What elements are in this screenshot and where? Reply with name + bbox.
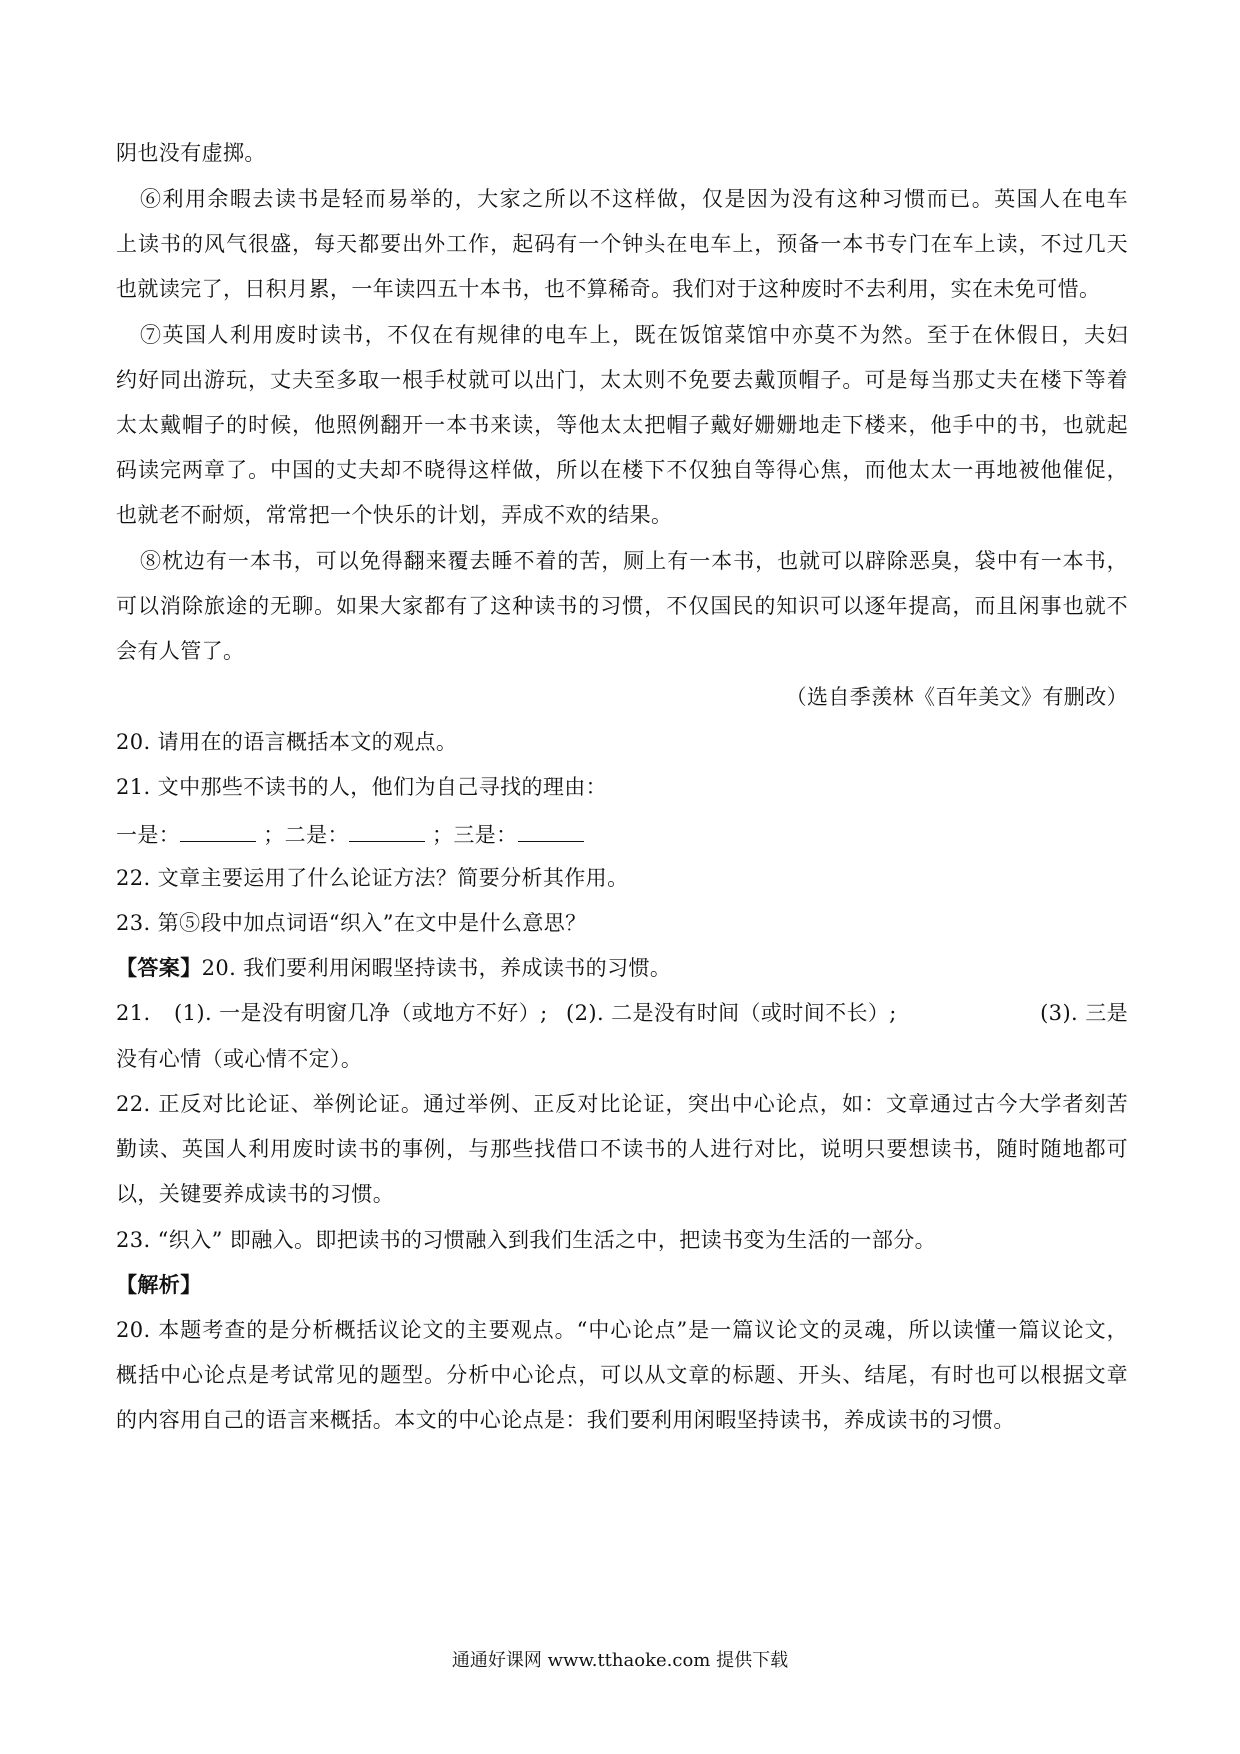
answer-blank[interactable]: [180, 817, 256, 842]
passage-p7-line: 太太戴帽子的时候，他照例翻开一本书来读，等他太太把帽子戴好姗姗地走下楼来，他手中的书，也就起: [116, 413, 1128, 437]
passage-p7-line: 码读完两章了。中国的丈夫却不晓得这样做，所以在楼下不仅独自等得心焦，而他太太一再地被他催促，: [116, 458, 1128, 482]
passage-p6-line: 也就读完了，日积月累，一年读四五十本书，也不算稀奇。我们对于这种废时不去利用，实在未免可惜。: [116, 277, 1101, 301]
question-21: 21. 文中那些不读书的人，他们为自己寻找的理由：: [116, 775, 608, 799]
answer-21-part2: (2). 二是没有时间（或时间不长）;: [566, 1001, 897, 1025]
question-21-blanks: [116, 817, 1128, 850]
passage-p7-line: 约好同出游玩，丈夫至多取一根手杖就可以出门，太太则不免要去戴顶帽子。可是每当那丈夫在楼下等着: [116, 368, 1128, 392]
analysis-line: 的内容用自己的语言来概括。本文的中心论点是：我们要利用闲暇坚持读书，养成读书的习惯。: [116, 1408, 1015, 1432]
passage-line: 阴也没有虚掷。: [116, 141, 266, 165]
passage-p6-line: 上读书的风气很盛，每天都要出外工作，起码有一个钟头在电车上，预备一本书专门在车上读，不过几天: [116, 232, 1128, 256]
passage-p8-line: 可以消除旅途的无聊。如果大家都有了这种读书的习惯，不仅国民的知识可以逐年提高，而且闲事也就不: [116, 594, 1128, 618]
page-footer: 通通好课网 www.tthaoke.com 提供下载: [451, 1650, 789, 1671]
answer-21: [116, 998, 1128, 1028]
question-20: 20. 请用在的语言概括本文的观点。: [116, 730, 458, 754]
answer-blank[interactable]: [518, 817, 584, 842]
analysis-line: 概括中心论点是考试常见的题型。分析中心论点，可以从文章的标题、开头、结尾，有时也可以根据文章: [116, 1363, 1128, 1387]
blank-label-two: ；二是：: [263, 823, 349, 847]
answer-22-line: 22. 正反对比论证、举例论证。通过举例、正反对比论证，突出中心论点，如：文章通过古今大学者刻苦: [116, 1092, 1128, 1116]
passage-p7-line: 也就老不耐烦，常常把一个快乐的计划，弄成不欢的结果。: [116, 503, 673, 527]
answer-21-part1: (1). 一是没有明窗几净（或地方不好）;: [174, 1001, 548, 1025]
passage-p6-line: ⑥利用余暇去读书是轻而易举的，大家之所以不这样做，仅是因为没有这种习惯而已。英国人在电车: [140, 187, 1128, 211]
answer-21-num: 21.: [116, 1001, 151, 1025]
question-23: 23. 第⑤段中加点词语“织入”在文中是什么意思？: [116, 911, 587, 935]
passage-source: （选自季羡林《百年美文》有删改）: [785, 685, 1128, 709]
analysis-line: 20. 本题考查的是分析概括议论文的主要观点。“中心论点”是一篇议论文的灵魂，所以读懂一篇议论文，: [116, 1318, 1128, 1342]
answer-23: 23. “织入” 即融入。即把读书的习惯融入到我们生活之中，把读书变为生活的一部分。: [116, 1228, 937, 1252]
blank-label-three: ；三是：: [431, 823, 518, 847]
answer-20-text: 20. 我们要利用闲暇坚持读书，养成读书的习惯。: [201, 956, 672, 980]
analysis-label: 【解析】: [116, 1272, 202, 1297]
answer-22-line: 勤读、英国人利用废时读书的事例，与那些找借口不读书的人进行对比，说明只要想读书，随时随地都可: [116, 1137, 1128, 1161]
passage-p7-line: ⑦英国人利用废时读书，不仅在有规律的电车上，既在饭馆菜馆中亦莫不为然。至于在休假日，夫妇: [140, 323, 1128, 347]
answer-21-part3: (3). 三是: [1040, 1001, 1128, 1025]
answer-21-tail: 没有心情（或心情不定）。: [116, 1047, 363, 1071]
passage-p8-line: 会有人管了。: [116, 639, 245, 663]
passage-p8-line: ⑧枕边有一本书，可以免得翻来覆去睡不着的苦，厕上有一本书，也就可以辟除恶臭，袋中有一本书，: [140, 549, 1128, 573]
answer-22-line: 以，关键要养成读书的习惯。: [116, 1182, 395, 1206]
answer-label: 【答案】: [116, 955, 202, 980]
answer-blank[interactable]: [349, 817, 425, 842]
question-22: 22. 文章主要运用了什么论证方法？简要分析其作用。: [116, 866, 629, 890]
answer-20: [116, 953, 1128, 983]
blank-label-one: 一是：: [116, 823, 181, 847]
